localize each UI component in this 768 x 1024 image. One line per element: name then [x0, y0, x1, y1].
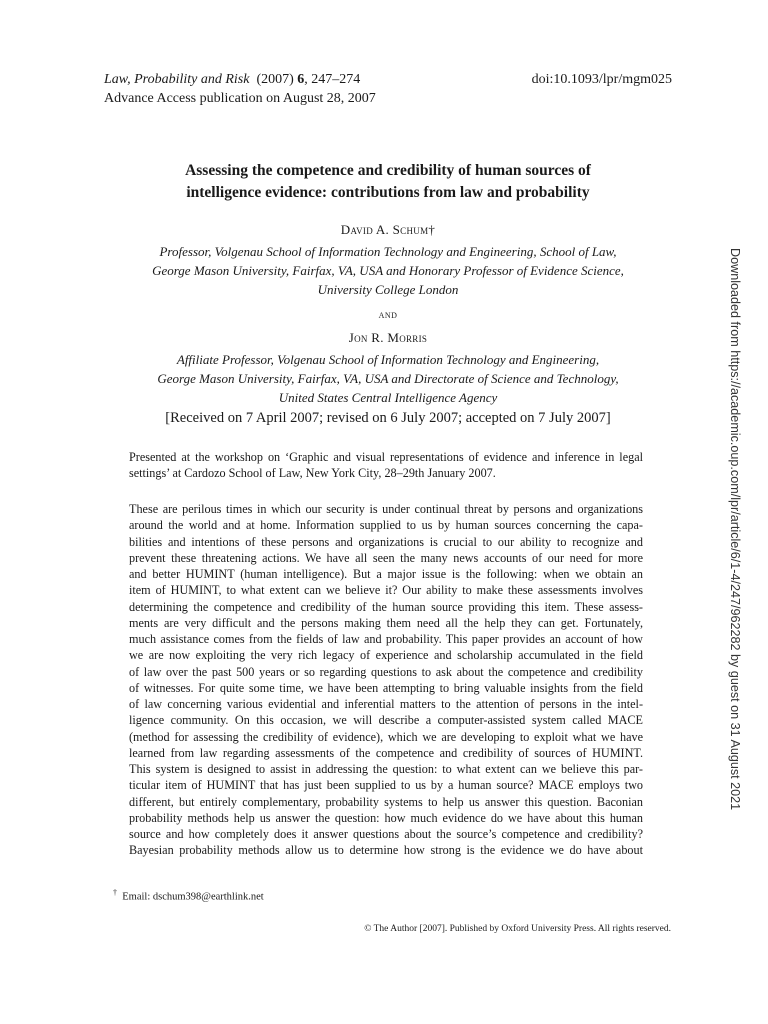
paper-title — [104, 160, 672, 204]
abstract — [129, 501, 643, 859]
doi[interactable]: doi:10.1093/lpr/mgm025 — [531, 72, 672, 87]
abstract-line: of witnesses. For quite some time, we have been attempting to bring valuable insights from the field — [129, 680, 643, 695]
affil-1-line-2: George Mason University, Fairfax, VA, USA and Honorary Professor of Evidence Science, — [152, 263, 624, 278]
presented-line: settings’ at Cardozo School of Law, New York City, 28–29th January 2007. — [129, 466, 496, 481]
title-line-1: Assessing the competence and credibility of human sources of — [185, 162, 591, 179]
abstract-line: of law over the past 500 years or so regarding questions to ask about the competence and credibility — [129, 664, 643, 679]
author-2-name: Jon R. Morris — [348, 330, 428, 345]
journal-citation — [104, 70, 360, 89]
abstract-line: ligence community. On this occasion, we will describe a computer-assisted system called MACE — [129, 713, 643, 728]
received-dates: [Received on 7 April 2007; revised on 6 July 2007; accepted on 7 July 2007] — [165, 410, 611, 426]
author-1-affiliation — [104, 242, 672, 299]
affil-1-line-3: University College London — [317, 282, 459, 297]
journal-volume: 6 — [297, 72, 305, 87]
abstract-line: prevent these threatening actions. We have all seen the many news accounts of our need for more — [129, 550, 643, 565]
journal-name: Law, Probability and Risk — [104, 72, 250, 87]
abstract-line: source and how completely does it answer questions about the source’s competence and credibility? — [129, 827, 643, 841]
journal-pages: , 247–274 — [304, 72, 361, 87]
abstract-line: item of HUMINT, to what extent can we believe it? Our ability to make these assessments involves — [129, 583, 643, 598]
abstract-line: around the world and at home. Information supplied to us by human sources concerning the capa- — [129, 518, 643, 533]
advance-access-date: Advance Access publication on August 28, 2007 — [104, 91, 376, 106]
abstract-line: we are now exploiting the very rich legacy of experience and scholarship accumulated in the field — [129, 648, 643, 663]
affil-1-line-1: Professor, Volgenau School of Information Technology and Engineering, School of Law, — [159, 244, 617, 259]
abstract-line: This system is designed to assist in addressing the question: to what extent can we believe this par- — [129, 762, 643, 776]
abstract-line: These are perilous times in which our security is under continual threat by persons and organizations — [129, 502, 643, 516]
abstract-line: ticular item of HUMINT that has just been supplied to us by a human source? MACE employs two — [129, 778, 643, 793]
abstract-line: Bayesian probability methods allow us to determine how strong is the evidence we do have about — [129, 843, 643, 858]
footnote — [113, 886, 264, 905]
title-line-2: intelligence evidence: contributions from law and probability — [186, 184, 590, 201]
author-1-name: David A. Schum† — [340, 222, 436, 237]
presented-note — [129, 449, 643, 482]
abstract-line: learned from law regarding assessments of the competence and credibility of sources of HUMINT. — [129, 745, 643, 760]
download-watermark: Downloaded from https://academic.oup.com/lpr/article/6/1-4/247/962282 by guest on 31 August 2021 — [728, 248, 742, 811]
abstract-line: probability methods help us answer the question: how much evidence do we have about this human — [129, 810, 643, 825]
abstract-line: determining the competence and credibility of the human source providing this item. These assess- — [129, 599, 643, 614]
copyright-notice: © The Author [2007]. Published by Oxford University Press. All rights reserved. — [364, 924, 671, 934]
abstract-line: and better HUMINT (human intelligence). But a major issue is the following: when we obtain an — [129, 567, 643, 581]
affil-2-line-2: George Mason University, Fairfax, VA, USA and Directorate of Science and Technology, — [157, 371, 619, 386]
abstract-line: of law concerning various evidential and inferential matters to the attention of persons in the intel- — [129, 697, 643, 711]
presented-line: Presented at the workshop on ‘Graphic and visual representations of evidence and inference in legal — [129, 450, 643, 464]
author-conjunction: and — [378, 307, 398, 321]
affil-2-line-3: United States Central Intelligence Agency — [278, 390, 498, 405]
author-2-affiliation — [104, 350, 672, 407]
affil-2-line-1: Affiliate Professor, Volgenau School of Information Technology and Engineering, — [176, 352, 600, 367]
abstract-line: bilities and intentions of these persons and organizations is crucial to our ability to recognize and — [129, 534, 643, 549]
abstract-line: (method for assessing the credibility of evidence), which we are developing to exploit what we have — [129, 729, 643, 744]
abstract-line: much assistance comes from the fields of law and probability. This paper provides an account of how — [129, 632, 643, 646]
abstract-line: different, but entirely complementary, probability systems to help us answer this question. Baconian — [129, 794, 643, 809]
abstract-line: ments are very difficult and the persons making them need all the help they can get. Fortunately, — [129, 615, 643, 630]
footnote-mark: † — [113, 888, 117, 897]
footnote-email[interactable]: Email: dschum398@earthlink.net — [122, 891, 264, 903]
journal-year: (2007) — [256, 72, 294, 87]
